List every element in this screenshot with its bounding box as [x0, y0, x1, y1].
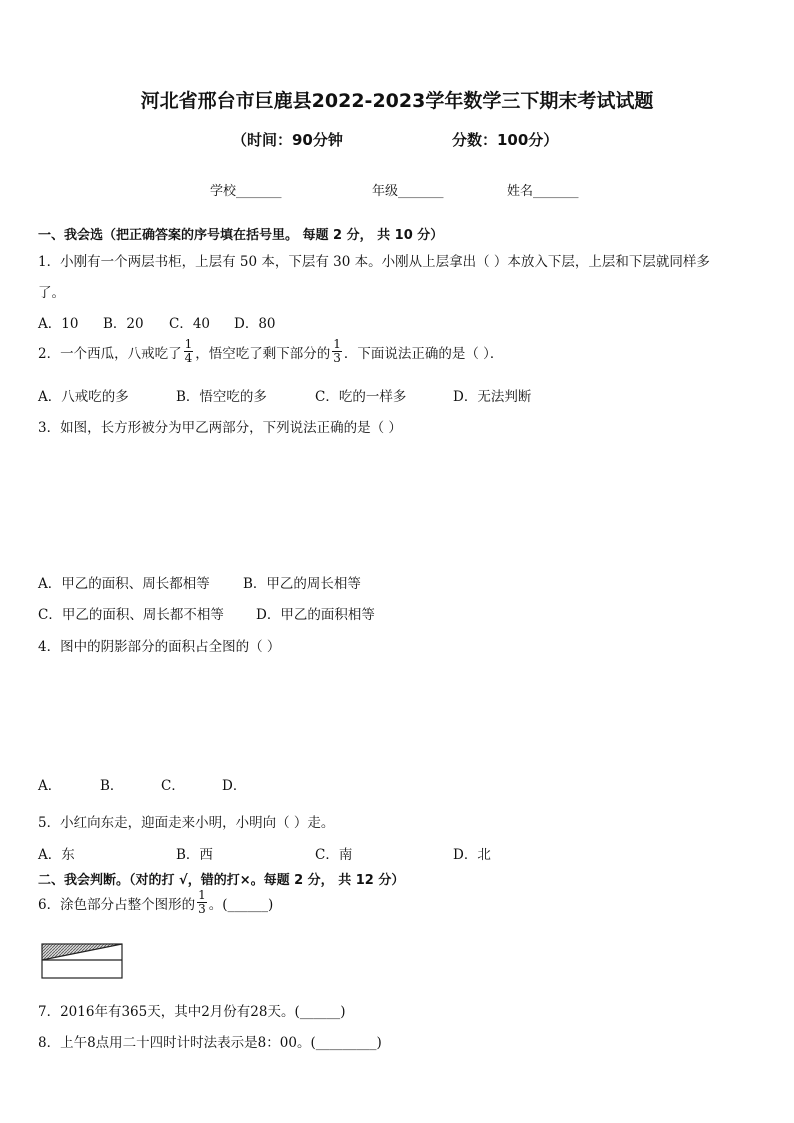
q2-option-c: C．吃的一样多: [315, 389, 407, 405]
q8-text: 8．上午8点用二十四时计时法表示是8：00。(_________): [38, 1035, 382, 1051]
q5-option-c: C．南: [315, 847, 353, 863]
q3-option-c: C．甲乙的面积、周长都不相等: [38, 607, 224, 623]
q1-option-d: D．80: [234, 316, 276, 332]
q2-frac2-num: 1: [333, 337, 341, 351]
q4-text: 4．图中的阴影部分的面积占全图的（ ）: [38, 639, 281, 655]
q6-shaded-rectangle-figure: [40, 942, 124, 980]
name-field: 姓名_______: [507, 184, 579, 199]
q2-text-3: ．下面说法正确的是（ ）．: [343, 345, 504, 362]
q1-line2: 了。: [38, 285, 65, 301]
q7-text: 7．2016年有365天，其中2月份有28天。(______): [38, 1004, 346, 1020]
q2-frac1-num: 1: [184, 337, 193, 351]
school-field: 学校_______: [210, 184, 282, 199]
q2-fraction-2: [332, 338, 342, 365]
q5-text: 5．小红向东走，迎面走来小明，小明向（ ）走。: [38, 815, 335, 831]
q5-option-a: A．东: [38, 847, 75, 863]
q5-option-d: D．北: [453, 847, 491, 863]
q2-fraction-1: [184, 338, 194, 365]
q6-text-2: 。(______): [208, 896, 274, 913]
q6-fraction: [197, 889, 207, 916]
q2-frac2-den: 3: [333, 351, 341, 365]
q4-option-c: C．: [161, 778, 185, 794]
q2-text-2: ，悟空吃了剩下部分的: [195, 345, 331, 362]
q5-option-b: B．西: [176, 847, 213, 863]
q6-stem: [38, 889, 273, 916]
q3-option-d: D．甲乙的面积相等: [256, 607, 375, 623]
q3-option-b: B．甲乙的周长相等: [243, 576, 361, 592]
q6-frac-num: 1: [198, 888, 206, 902]
q2-option-b: B．悟空吃的多: [176, 389, 267, 405]
q3-option-a: A．甲乙的面积、周长都相等: [38, 576, 210, 592]
page-title: 河北省邢台市巨鹿县2022-2023学年数学三下期末考试试题: [140, 90, 654, 112]
q2-stem: [38, 338, 503, 365]
q1-option-a: A．10: [38, 316, 79, 332]
q2-text-1: 2．一个西瓜，八戒吃了: [38, 345, 182, 362]
q2-option-a: A．八戒吃的多: [38, 389, 129, 405]
q6-frac-den: 3: [198, 902, 206, 916]
q6-text-1: 6．涂色部分占整个图形的: [38, 896, 196, 913]
q1-option-b: B．20: [103, 316, 144, 332]
q2-option-d: D．无法判断: [453, 389, 532, 405]
exam-time: （时间：90分钟: [232, 131, 343, 149]
exam-score: 分数：100分）: [452, 131, 559, 149]
q4-option-a: A．: [38, 778, 62, 794]
q1-option-c: C．40: [169, 316, 211, 332]
section2-heading: 二、我会判断。（对的打 √，错的打×。每题 2 分， 共 12 分）: [38, 873, 405, 888]
q4-option-d: D．: [222, 778, 247, 794]
grade-field: 年级_______: [372, 184, 444, 199]
q3-text: 3．如图，长方形被分为甲乙两部分，下列说法正确的是（ ）: [38, 420, 402, 436]
q1-line1: 1．小刚有一个两层书柜，上层有 50 本，下层有 30 本。小刚从上层拿出（ ）本放入下层，上层和下层就同样多: [38, 254, 710, 270]
q2-frac1-den: 4: [184, 351, 193, 365]
q4-option-b: B．: [100, 778, 124, 794]
section1-heading: 一、我会选（把正确答案的序号填在括号里。 每题 2 分， 共 10 分）: [38, 228, 444, 243]
